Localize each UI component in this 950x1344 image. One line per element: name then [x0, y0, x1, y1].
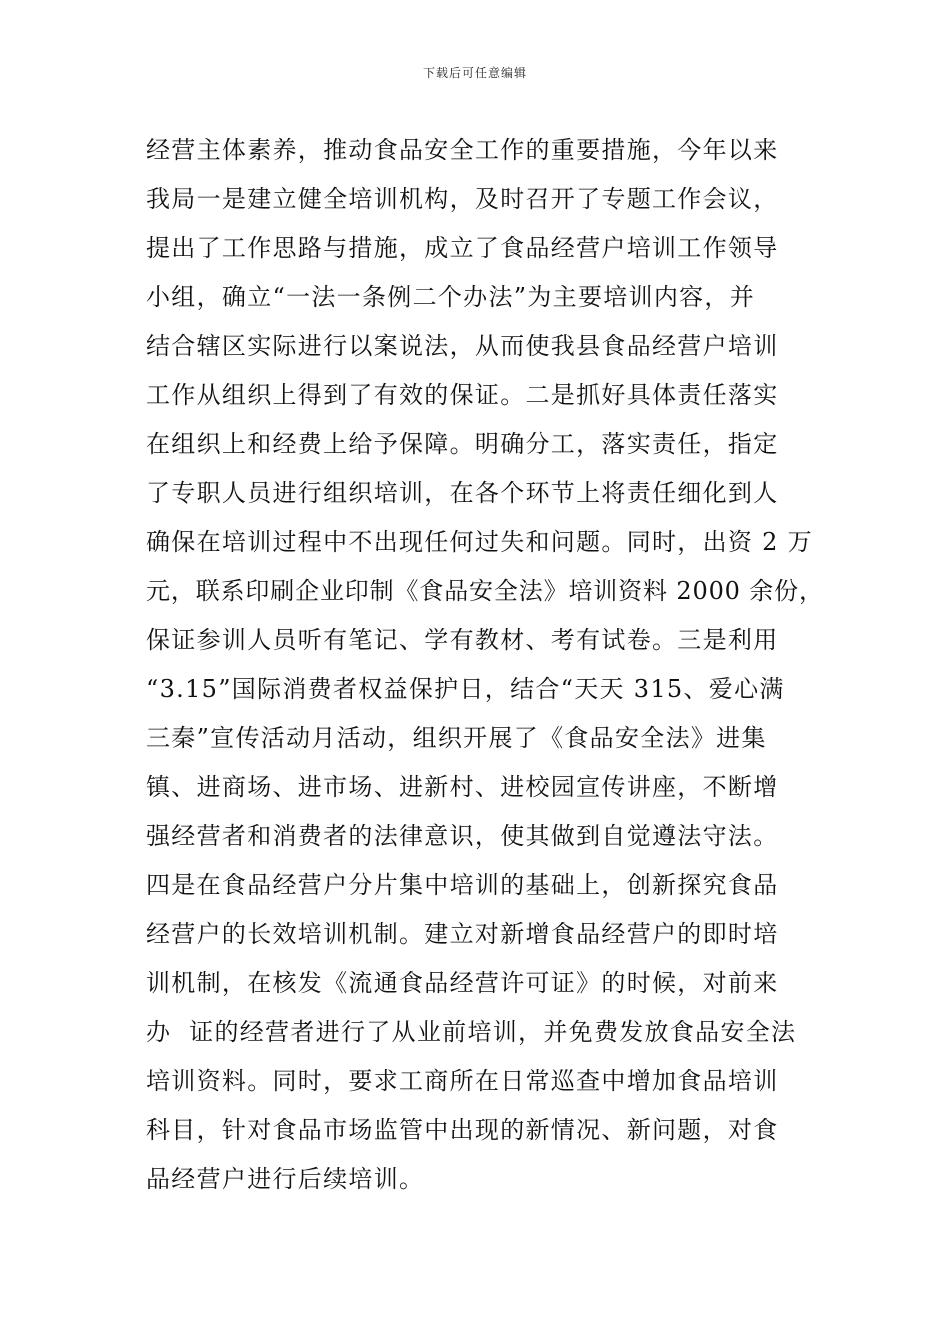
text-line: “3.15”国际消费者权益保护日，结合“天天 315、爱心满	[146, 675, 785, 703]
text-line: 四是在食品经营户分片集中培训的基础上，创新探究食品	[146, 871, 779, 899]
text-line: 元，联系印刷企业印制《食品安全法》培训资料 2000 余份，	[146, 577, 824, 605]
text-line: 结合辖区实际进行以案说法，从而使我县食品经营户培训	[146, 332, 779, 360]
text-line: 办 证的经营者进行了从业前培训，并免费发放食品安全法	[146, 1018, 797, 1046]
text-line: 强经营者和消费者的法律意识，使其做到自觉遵法守法。	[146, 822, 779, 850]
text-line: 品经营户进行后续培训。	[146, 1165, 425, 1193]
text-line: 经营主体素养，推动食品安全工作的重要措施，今年以来	[146, 136, 779, 164]
text-line: 在组织上和经费上给予保障。明确分工，落实责任，指定	[146, 430, 779, 458]
text-line: 三秦”宣传活动月活动，组织开展了《食品安全法》进集	[146, 724, 767, 752]
text-line: 提出了工作思路与措施，成立了食品经营户培训工作领导	[146, 234, 779, 262]
text-line: 科目，针对食品市场监管中出现的新情况、新问题，对食	[146, 1116, 779, 1144]
text-line: 工作从组织上得到了有效的保证。二是抓好具体责任落实	[146, 381, 779, 409]
text-line: 小组，确立“一法一条例二个办法”为主要培训内容，并	[146, 283, 756, 311]
text-line: 训机制，在核发《流通食品经营许可证》的时候，对前来	[146, 969, 779, 997]
body-paragraph	[146, 126, 826, 1204]
text-line: 我局一是建立健全培训机构，及时召开了专题工作会议，	[146, 185, 779, 213]
page-header: 下载后可任意编辑	[422, 66, 527, 80]
text-line: 保证参训人员听有笔记、学有教材、考有试卷。三是利用	[146, 626, 779, 654]
text-line: 经营户的长效培训机制。建立对新增食品经营户的即时培	[146, 920, 779, 948]
text-line: 培训资料。同时，要求工商所在日常巡查中增加食品培训	[146, 1067, 779, 1095]
text-line: 了专职人员进行组织培训，在各个环节上将责任细化到人	[146, 479, 779, 507]
text-line: 镇、进商场、进市场、进新村、进校园宣传讲座，不断增	[146, 773, 779, 801]
text-line: 确保在培训过程中不出现任何过失和问题。同时，出资 2 万	[146, 528, 813, 556]
